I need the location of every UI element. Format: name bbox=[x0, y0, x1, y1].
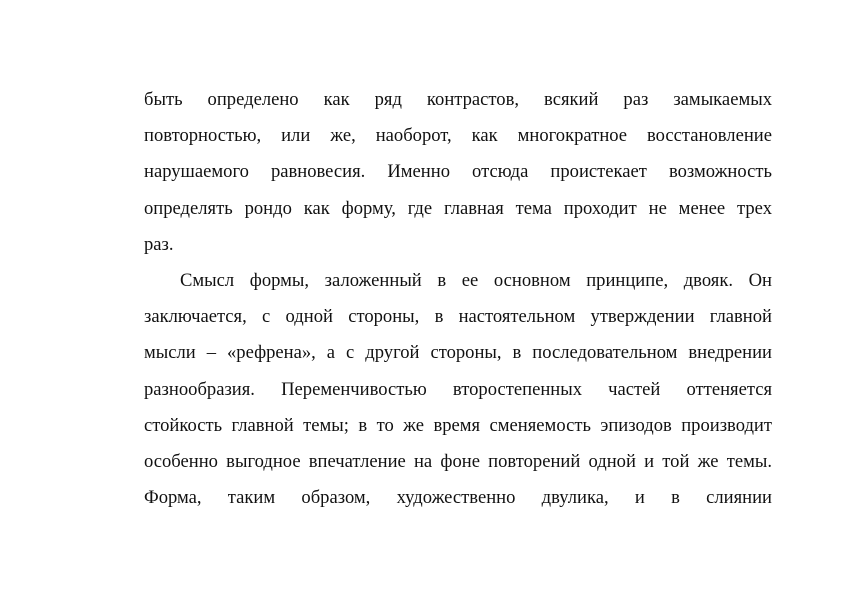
text-line: Форма, таким образом, художественно двулика, и в слиянии bbox=[144, 487, 772, 509]
text-line: нарушаемого равновесия. Именно отсюда проистекает возможность bbox=[144, 161, 772, 183]
text-line: определять рондо как форму, где главная тема проходит не менее трех bbox=[144, 197, 772, 219]
text-line: заключается, с одной стороны, в настоятельном утверждении главной bbox=[144, 306, 772, 328]
text-line: особенно выгодное впечатление на фоне повторений одной и той же темы. bbox=[144, 450, 772, 472]
text-line: повторностью, или же, наоборот, как многократное восстановление bbox=[144, 125, 772, 147]
text-line: раз. bbox=[144, 233, 174, 255]
text-line: быть определено как ряд контрастов, всякий раз замыкаемых bbox=[144, 89, 772, 110]
paragraph-1 bbox=[144, 86, 772, 267]
text-line: разнообразия. Переменчивостью второстепенных частей оттеняется bbox=[144, 378, 772, 400]
text-line: мысли – «рефрена», а с другой стороны, в последовательном внедрении bbox=[144, 342, 772, 364]
text-line: Смысл формы, заложенный в ее основном принципе, двояк. Он bbox=[180, 269, 772, 291]
body-text bbox=[144, 86, 772, 520]
text-line: стойкость главной темы; в то же время сменяемость эпизодов производит bbox=[144, 414, 772, 436]
paragraph-2 bbox=[144, 267, 772, 520]
